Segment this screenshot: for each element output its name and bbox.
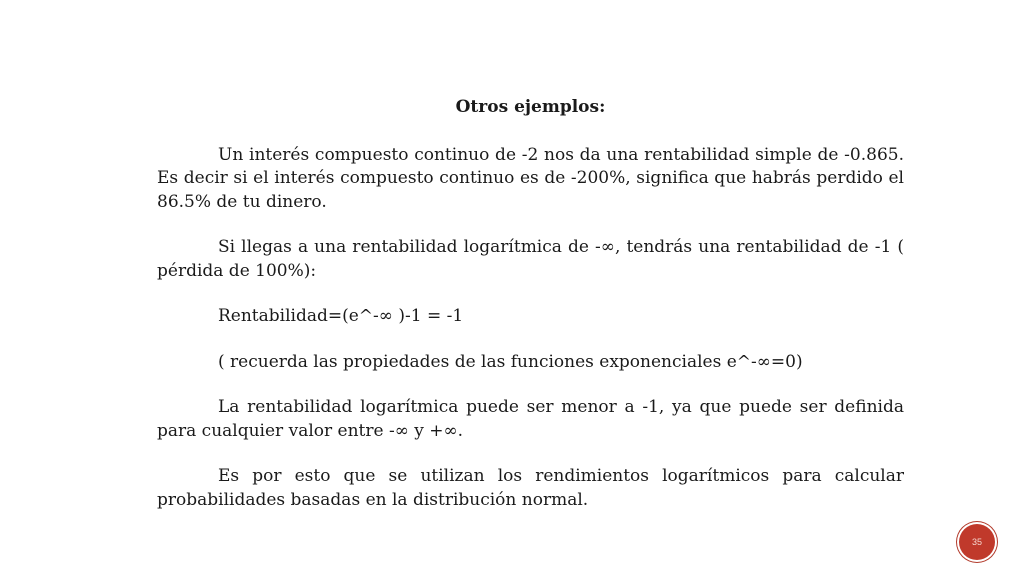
paragraph-distribucion-normal: Es por esto que se utilizan los rendimientos logarítmicos para calcular probabilidades basadas en la distribución normal. (157, 466, 904, 510)
slide-number-text: 35 (971, 537, 982, 547)
paragraph-propiedades: ( recuerda las propiedades de las funciones exponenciales e^-∞=0) (218, 351, 803, 372)
slide-title: Otros ejemplos: (455, 97, 606, 117)
paragraph-formula: Rentabilidad=(e^-∞ )-1 = -1 (218, 306, 464, 326)
slide-content (157, 96, 904, 512)
paragraph-menor-a-uno: La rentabilidad logarítmica puede ser menor a -1, ya que puede ser definida para cualquier valor entre -∞ y +∞. (157, 397, 904, 441)
paragraph-rentabilidad-logaritmica: Si llegas a una rentabilidad logarítmica de -∞, tendrás una rentabilidad de -1 ( pérdida de 100%): (157, 237, 904, 281)
paragraph-interes-compuesto: Un interés compuesto continuo de -2 nos da una rentabilidad simple de -0.865. Es decir si el interés compuesto continuo es de -200%, significa que habrás perdido el 86.5% de tu dinero. (157, 144, 904, 212)
slide-number-badge (959, 524, 995, 560)
